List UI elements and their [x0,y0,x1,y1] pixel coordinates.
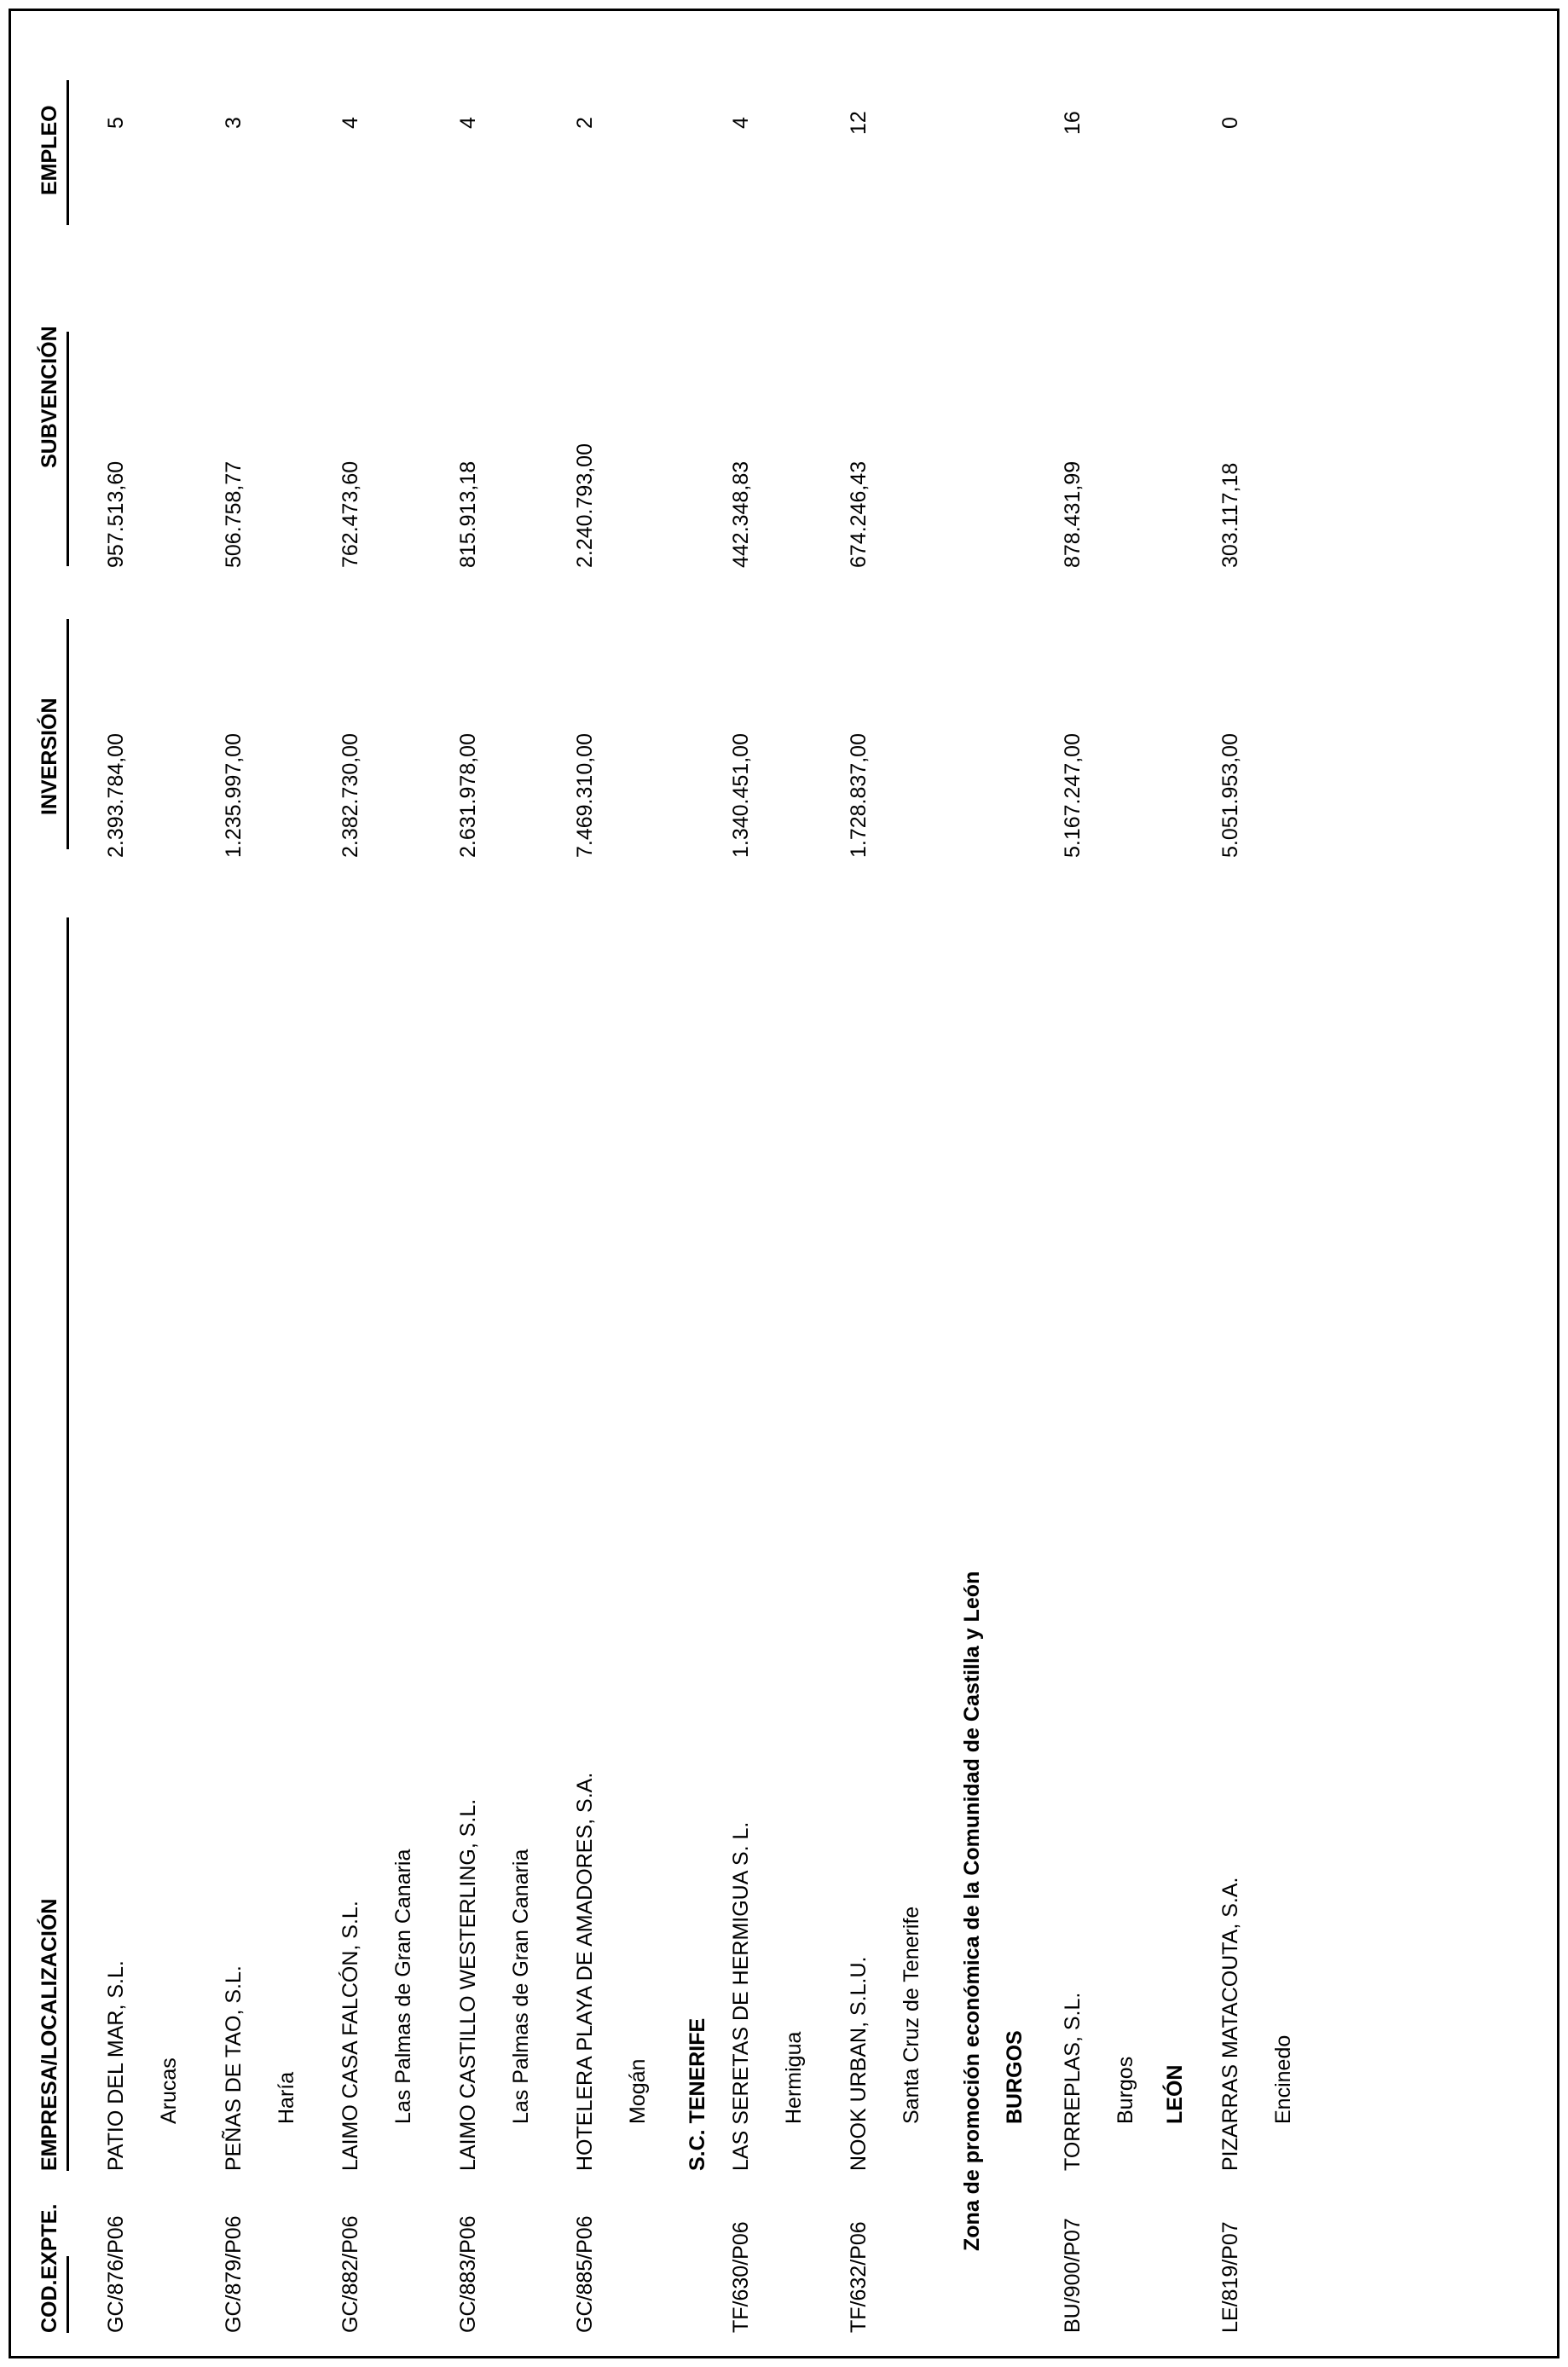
row-location: Hermigua [782,2031,806,2124]
table-row [1215,9,1246,2358]
row-employment: 4 [456,117,480,129]
row-employment: 4 [729,117,753,129]
table-row [453,9,483,2358]
row-location: Burgos [1114,2056,1137,2124]
row-investment: 1.235.997,00 [222,733,246,858]
row-employment: 12 [847,111,871,135]
row-location: Encinedo [1271,2034,1295,2124]
section-burgos: BURGOS [1003,2030,1027,2124]
row-location-line [896,9,927,2358]
row-investment: 1.728.837,00 [847,733,871,858]
header-code: COD.EXPTE. [38,2203,61,2333]
table-row [218,9,249,2358]
row-location-line [622,9,653,2358]
row-code: GC/882/P06 [338,2215,362,2333]
row-location-line [271,9,302,2358]
row-employment: 3 [222,117,246,129]
row-location-line [506,9,536,2358]
table-row [335,9,366,2358]
row-location-line [388,9,419,2358]
row-code: LE/819/P07 [1218,2221,1242,2333]
row-investment: 1.340.451,00 [729,733,753,858]
row-location: Haría [275,2071,298,2124]
header-code-underline [67,2256,69,2333]
rotated-table-sheet [0,9,1551,2358]
row-location: Las Palmas de Gran Canaria [509,1849,533,2124]
row-company: LAS SERETAS DE HERMIGUA S. L. [729,1821,753,2171]
row-subsidy: 674.246,43 [847,460,871,568]
zone-heading [957,9,987,2358]
zone-title: Zona de promoción económica de la Comunidad de Castilla y León [960,1571,984,2251]
row-location: Santa Cruz de Tenerife [900,1906,923,2124]
table-row [570,9,600,2358]
header-company-underline [67,917,69,2171]
row-subsidy: 2.240.793,00 [573,443,597,568]
row-employment: 0 [1218,117,1242,129]
table-row [101,9,131,2358]
header-employment-underline [67,80,69,225]
table-row [1057,9,1088,2358]
row-company: HOTELERA PLAYA DE AMADORES, S.A. [573,1772,597,2171]
row-location-line [153,9,184,2358]
row-investment: 2.631.978,00 [456,733,480,858]
row-investment: 7.469.310,00 [573,733,597,858]
row-code: GC/883/P06 [456,2215,480,2333]
row-code: GC/876/P06 [104,2215,128,2333]
row-company: TORREPLAS, S.L. [1061,1992,1085,2171]
section-heading [682,9,713,2358]
row-company: NOOK URBAN, S.L.U. [847,1956,871,2171]
row-location: Mogán [626,2058,650,2124]
table-row [726,9,756,2358]
header-company: EMPRESA/LOCALIZACIÓN [38,1898,61,2171]
row-subsidy: 815.913,18 [456,460,480,568]
row-subsidy: 442.348,83 [729,460,753,568]
row-company: LAIMO CASTILLO WESTERLING, S.L. [456,1798,480,2171]
row-code: BU/900/P07 [1061,2218,1085,2333]
table-row [843,9,874,2358]
header-investment: INVERSIÓN [38,697,61,815]
header-investment-underline [67,619,69,849]
row-employment: 4 [338,117,362,129]
row-subsidy: 762.473,60 [338,460,362,568]
row-company: PIZARRAS MATACOUTA, S.A. [1218,1877,1242,2171]
header-employment: EMPLEO [38,105,61,195]
row-code: GC/879/P06 [222,2215,246,2333]
row-company: PEÑAS DE TAO, S.L. [222,1965,246,2171]
row-location-line [778,9,809,2358]
row-subsidy: 506.758,77 [222,460,246,568]
section-tenerife: S.C. TENERIFE [686,2017,709,2171]
row-investment: 2.393.784,00 [104,733,128,858]
row-subsidy: 303.117,18 [1218,462,1242,568]
row-location-line [1268,9,1299,2358]
row-location-line [1110,9,1141,2358]
row-location: Arucas [157,2057,181,2124]
row-investment: 5.167.247,00 [1061,733,1085,858]
row-location: Las Palmas de Gran Canaria [391,1849,415,2124]
row-company: LAIMO CASA FALCÓN, S.L. [338,1901,362,2171]
header-subsidy-underline [67,332,69,566]
row-subsidy: 957.513,60 [104,460,128,568]
section-heading [999,9,1030,2358]
row-employment: 5 [104,117,128,129]
section-leon: LEÓN [1163,2064,1187,2124]
row-employment: 16 [1061,111,1085,135]
row-investment: 5.051.953,00 [1218,733,1242,858]
row-subsidy: 878.431,99 [1061,460,1085,568]
row-code: TF/632/P06 [847,2221,871,2333]
section-heading [1160,9,1190,2358]
row-investment: 2.382.730,00 [338,733,362,858]
row-employment: 2 [573,117,597,129]
row-code: GC/885/P06 [573,2215,597,2333]
header-subsidy: SUBVENCIÓN [38,326,61,468]
row-code: TF/630/P06 [729,2221,753,2333]
row-company: PATIO DEL MAR, S.L. [104,1960,128,2171]
